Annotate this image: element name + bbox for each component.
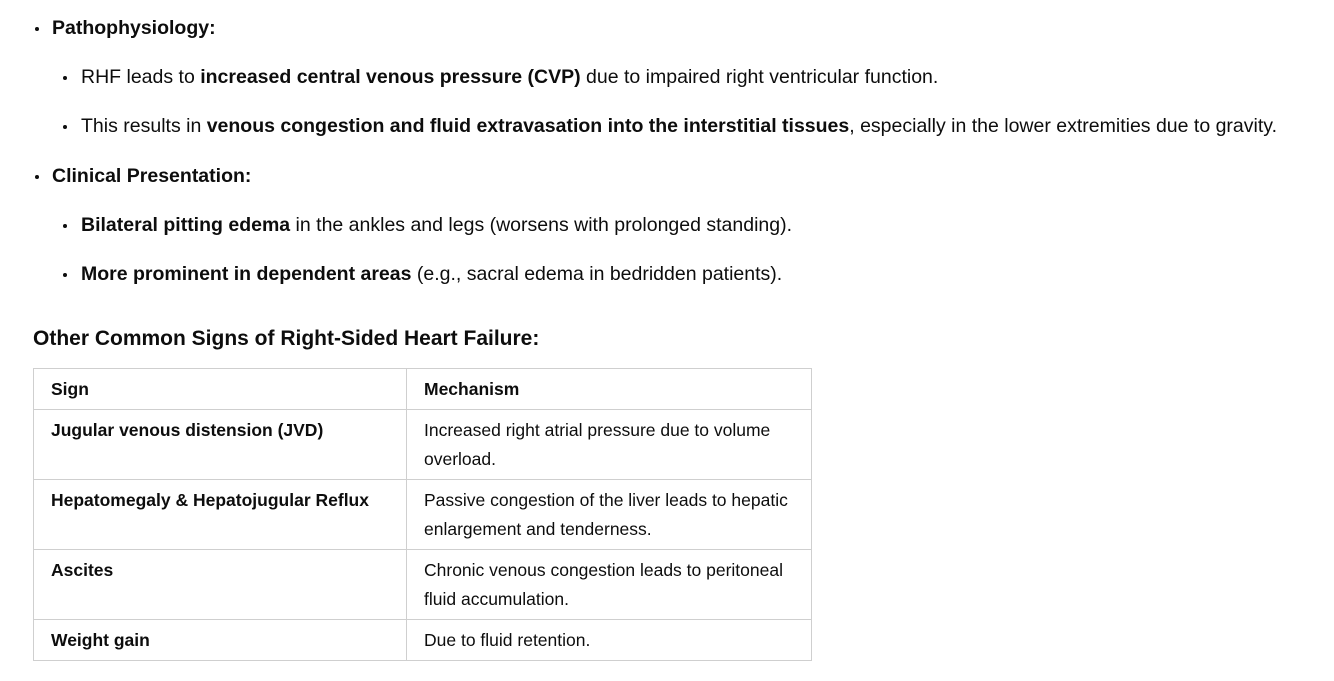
list-item-bold: Bilateral pitting edema bbox=[81, 214, 291, 236]
table-cell-mechanism: Chronic venous congestion leads to peritoneal fluid accumulation. bbox=[407, 550, 812, 620]
table-cell-mechanism: Passive congestion of the liver leads to hepatic enlargement and tenderness. bbox=[407, 480, 812, 550]
bullet-dot bbox=[63, 125, 67, 129]
pathophysiology-bullet bbox=[52, 16, 216, 40]
bullet-dot bbox=[35, 27, 39, 31]
table-header-row bbox=[34, 369, 812, 410]
list-item-text: in the ankles and legs (worsens with prolonged standing). bbox=[290, 214, 793, 236]
table-row bbox=[34, 620, 812, 661]
list-item-text: RHF leads to bbox=[81, 66, 201, 88]
signs-table bbox=[33, 368, 812, 661]
section-heading: Other Common Signs of Right-Sided Heart Failure: bbox=[33, 327, 540, 350]
list-item-text: This results in bbox=[81, 115, 207, 137]
column-header-mechanism: Mechanism bbox=[407, 369, 812, 410]
table-row bbox=[34, 480, 812, 550]
bullet-dot bbox=[35, 175, 39, 179]
clinical-presentation-bullet bbox=[52, 164, 251, 188]
table-cell-mechanism: Increased right atrial pressure due to volume overload. bbox=[407, 410, 812, 480]
list-item-text: due to impaired right ventricular function. bbox=[580, 66, 939, 88]
table-cell-mechanism: Due to fluid retention. bbox=[407, 620, 812, 661]
table-cell-sign: Weight gain bbox=[34, 620, 407, 661]
table-row bbox=[34, 550, 812, 620]
table-row bbox=[34, 410, 812, 480]
bullet-dot bbox=[63, 76, 67, 80]
list-item-bold: venous congestion and fluid extravasation into the interstitial tissues bbox=[206, 115, 850, 137]
list-item-bold: increased central venous pressure (CVP) bbox=[200, 66, 581, 88]
pathophysiology-heading: Pathophysiology: bbox=[52, 17, 216, 39]
list-item bbox=[81, 262, 782, 286]
bullet-dot bbox=[63, 273, 67, 277]
list-item-bold: More prominent in dependent areas bbox=[81, 263, 412, 285]
table-cell-sign: Ascites bbox=[34, 550, 407, 620]
clinical-presentation-heading: Clinical Presentation: bbox=[52, 165, 252, 187]
list-item bbox=[81, 114, 1277, 138]
table-cell-sign: Jugular venous distension (JVD) bbox=[34, 410, 407, 480]
table-cell-sign: Hepatomegaly & Hepatojugular Reflux bbox=[34, 480, 407, 550]
list-item bbox=[81, 65, 938, 89]
column-header-sign: Sign bbox=[34, 369, 407, 410]
bullet-dot bbox=[63, 224, 67, 228]
list-item-text: (e.g., sacral edema in bedridden patients). bbox=[411, 263, 783, 285]
list-item bbox=[81, 213, 792, 237]
list-item-text: , especially in the lower extremities due to gravity. bbox=[849, 115, 1277, 137]
